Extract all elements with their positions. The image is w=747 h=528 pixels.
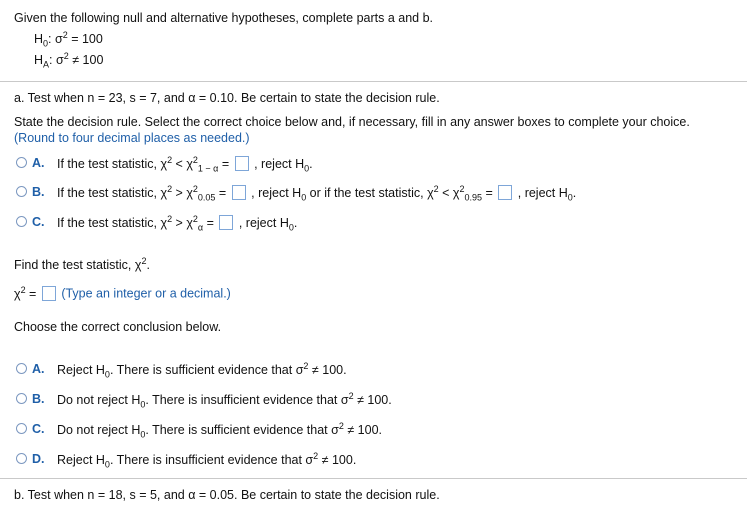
radio-button[interactable] — [16, 216, 27, 227]
part-a-title: a. Test when n = 23, s = 7, and α = 0.10. Be certain to state the decision rule. — [14, 91, 440, 105]
alternative-hypothesis: $H_A$: $\sigma^2 \ne 100$ — [34, 50, 104, 70]
critical-value-input[interactable] — [219, 215, 233, 230]
decision-option-a[interactable]: A. If the test statistic, $\chi^2 < \chi^2_{1 - \alpha}$ = , reject $H_0$. — [16, 156, 313, 171]
decision-rule-instruction: State the decision rule. Select the correct choice below and, if necessary, fill in any answer boxes to complete your choice. — [14, 115, 690, 129]
rounding-hint: (Round to four decimal places as needed.) — [14, 131, 250, 145]
find-test-statistic-label: Find the test statistic, $\chi^2$. — [14, 255, 150, 272]
conclusion-prompt: Choose the correct conclusion below. — [14, 320, 222, 334]
part-b-title: b. Test when n = 18, s = 5, and α = 0.05. Be certain to state the decision rule. — [14, 488, 440, 502]
decision-option-c[interactable]: C. If the test statistic, $\chi^2 > \chi^2_\alpha$ = , reject $H_0$. — [16, 215, 297, 230]
radio-button[interactable] — [16, 363, 27, 374]
conclusion-option-a[interactable]: A. Reject $H_0$. There is sufficient evidence that $\sigma^2 \ne 100$. — [16, 362, 347, 377]
divider — [0, 478, 747, 479]
test-statistic-input[interactable] — [42, 286, 56, 301]
null-hypothesis: $H_0$: $\sigma^2 = 100$ — [34, 29, 103, 49]
radio-button[interactable] — [16, 453, 27, 464]
conclusion-option-c[interactable]: C. Do not reject $H_0$. There is sufficient evidence that $\sigma^2 \ne 100$. — [16, 422, 382, 437]
intro-text: Given the following null and alternative hypotheses, complete parts a and b. — [14, 11, 434, 25]
test-statistic-hint: (Type an integer or a decimal.) — [61, 286, 231, 301]
decision-option-b[interactable]: B. If the test statistic, $\chi^2 > \chi^2_{0.05}$ = , reject $H_0$ or if the test statistic, $\chi^2 < \chi^2_{0.95}$ = , reject $H_0$. — [16, 185, 576, 200]
radio-button[interactable] — [16, 393, 27, 404]
radio-button[interactable] — [16, 423, 27, 434]
critical-value-input[interactable] — [235, 156, 249, 171]
lower-critical-value-input[interactable] — [498, 185, 512, 200]
conclusion-option-d[interactable]: D. Reject $H_0$. There is insufficient evidence that $\sigma^2 \ne 100$. — [16, 452, 356, 467]
radio-button[interactable] — [16, 157, 27, 168]
test-statistic-row: $\chi^2$ = (Type an integer or a decimal.) — [14, 284, 231, 301]
divider — [0, 81, 747, 82]
conclusion-option-b[interactable]: B. Do not reject $H_0$. There is insufficient evidence that $\sigma^2 \ne 100$. — [16, 392, 392, 407]
upper-critical-value-input[interactable] — [232, 185, 246, 200]
radio-button[interactable] — [16, 186, 27, 197]
